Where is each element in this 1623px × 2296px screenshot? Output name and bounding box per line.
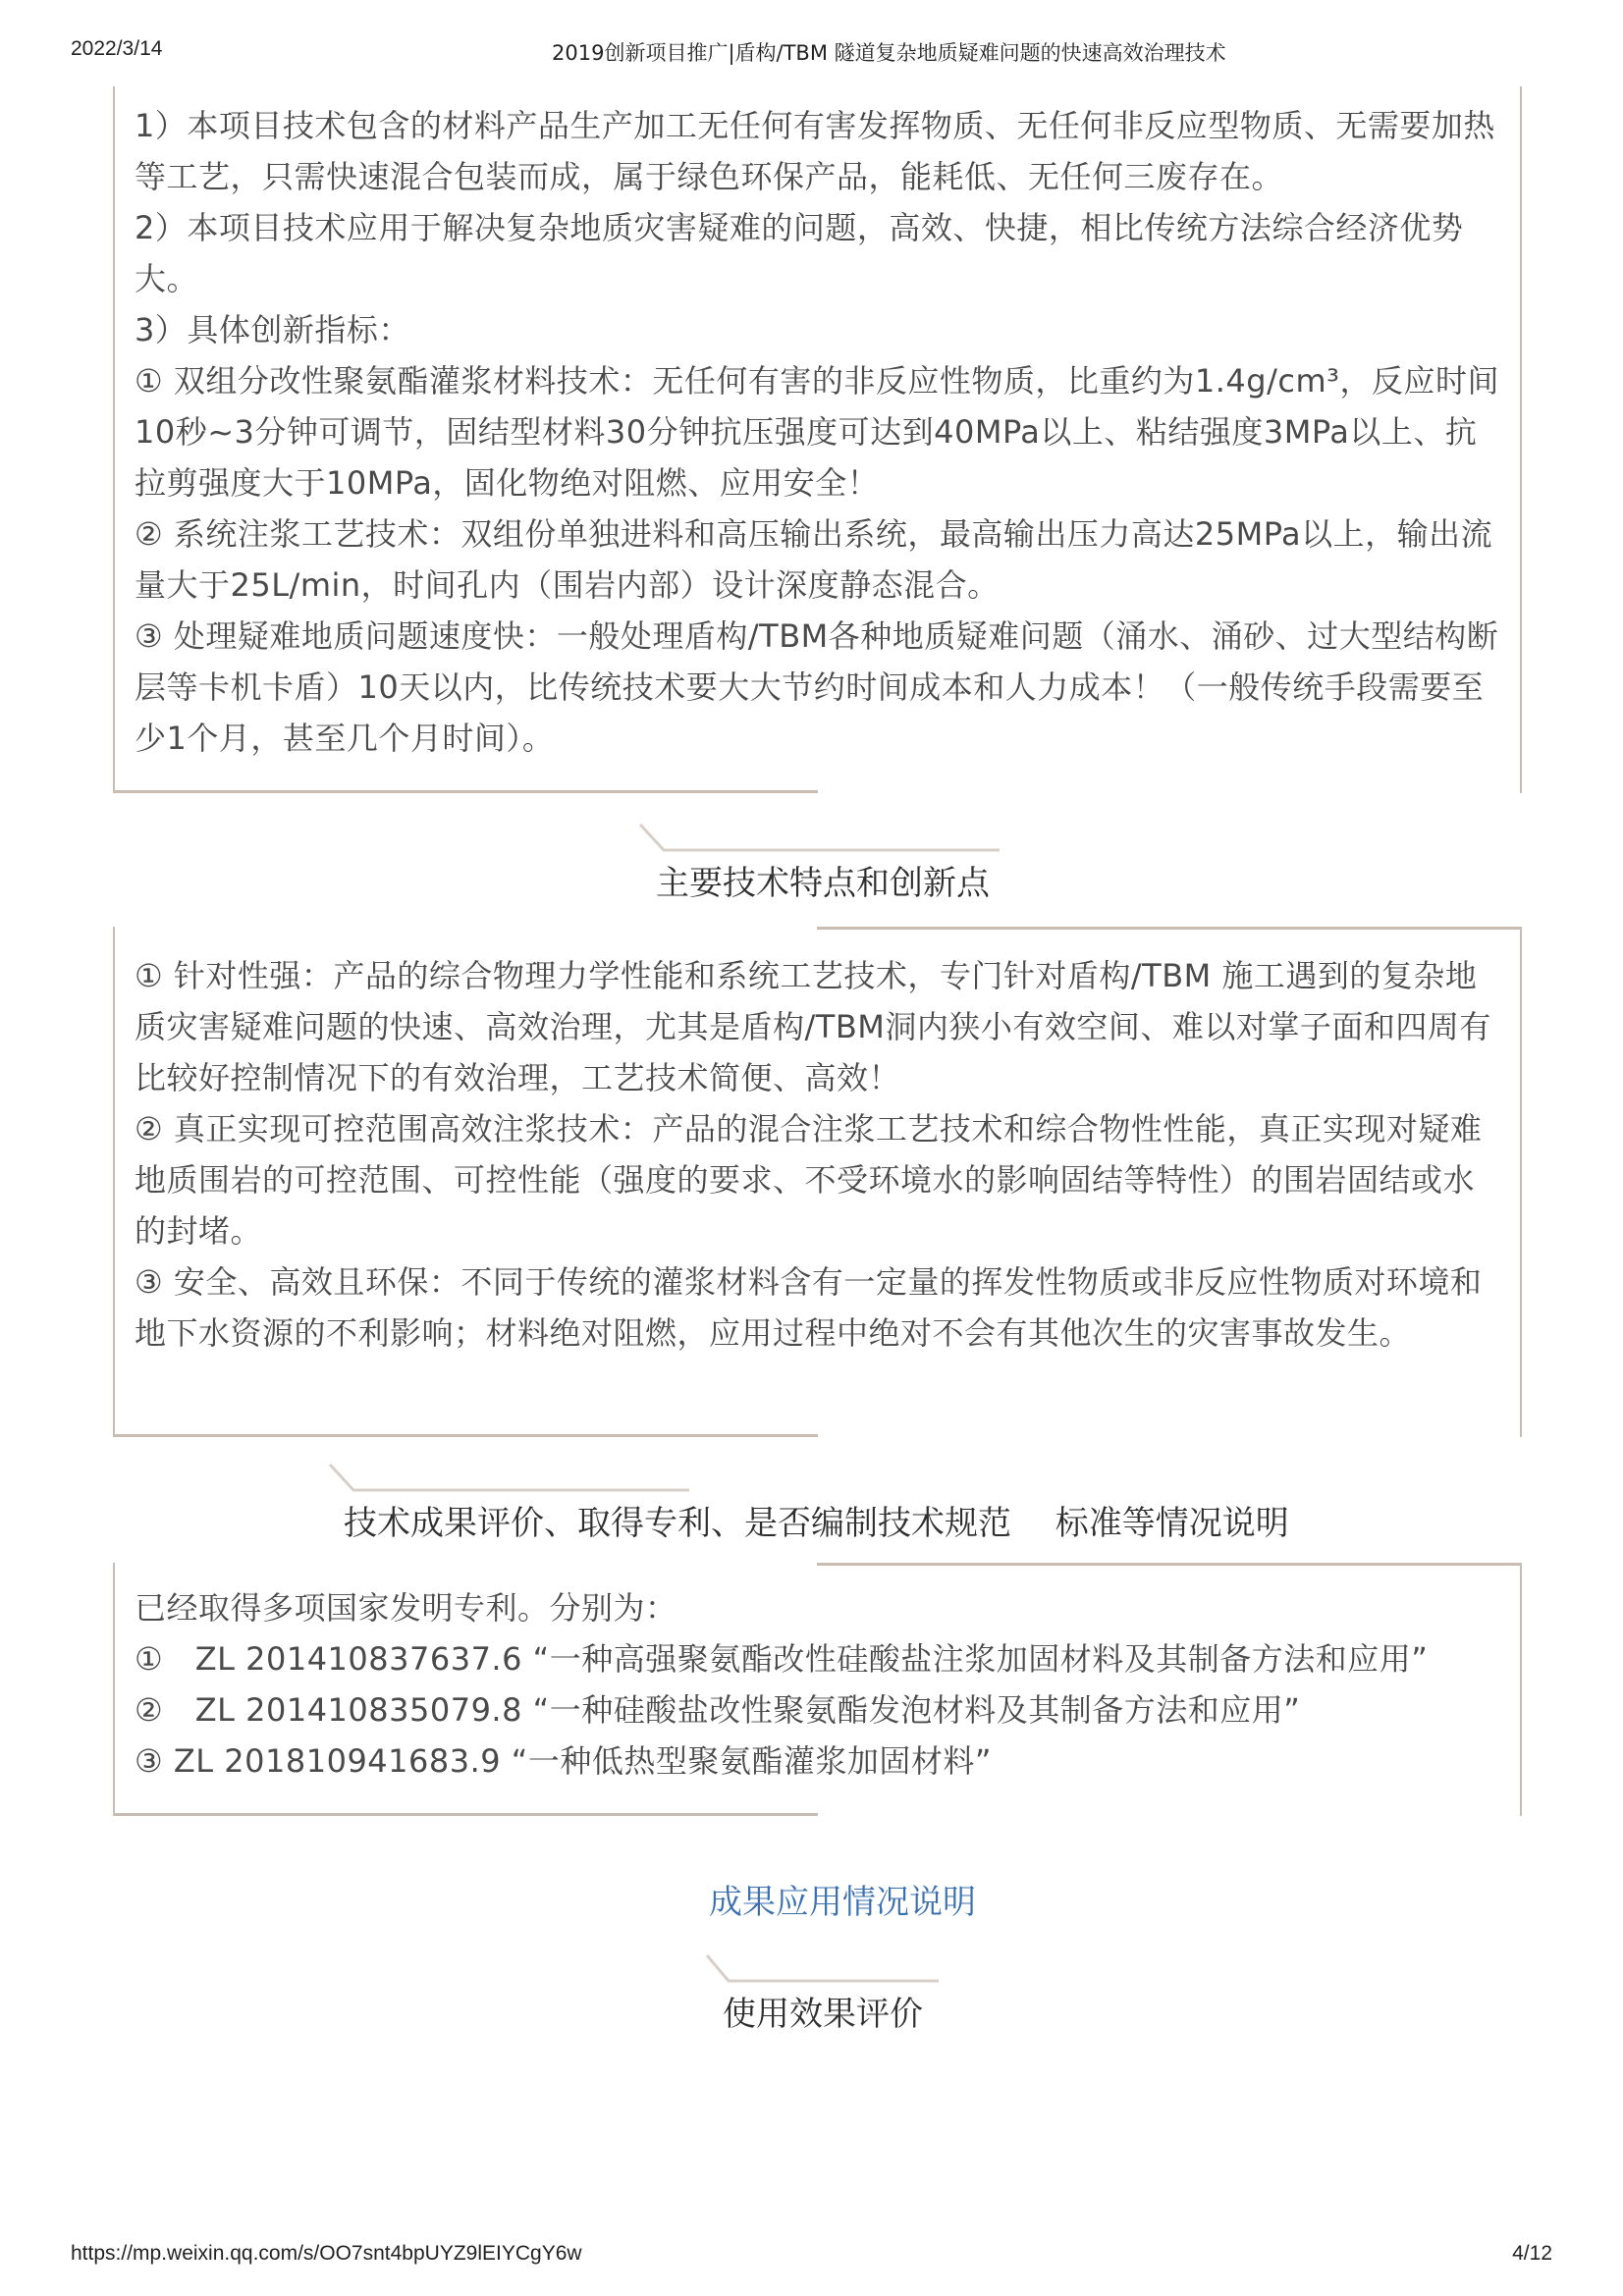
section-title: 技术成果评价、取得专利、是否编制技术规范 标准等情况说明 bbox=[344, 1504, 1289, 1543]
section-divider-icon bbox=[328, 1463, 691, 1498]
section-title: 使用效果评价 bbox=[723, 1995, 923, 2034]
paragraph: ③ 处理疑难地质问题速度快：一般处理盾构/TBM各种地质疑难问题（涌水、涌砂、过大型结构断层等卡机卡盾）10天以内，比传统技术要大大节约时间成本和人力成本！（一般传统手段需要至少1个月，甚至几个月时间）。 bbox=[135, 617, 1499, 757]
patent-item: ① ZL 201410837637.6 “一种高强聚氨酯改性硅酸盐注浆加固材料及其制备方法和应用” bbox=[135, 1640, 1429, 1678]
patents-text bbox=[135, 1582, 1502, 1787]
page-footer bbox=[71, 2242, 1552, 2296]
paragraph: 3）具体创新指标： bbox=[135, 311, 410, 348]
print-date: 2022/3/14 bbox=[71, 37, 163, 60]
document-title: 2019创新项目推广|盾构/TBM 隧道复杂地质疑难问题的快速高效治理技术 bbox=[552, 41, 1226, 65]
paragraph: ② 真正实现可控范围高效注浆技术：产品的混合注浆工艺技术和综合物性性能，真正实现对疑难地质围岩的可控范围、可控性能（强度的要求、不受环境水的影响固结等特性）的围岩固结或水的封堵。 bbox=[135, 1110, 1483, 1250]
paragraph: 已经取得多项国家发明专利。分别为： bbox=[135, 1589, 677, 1627]
features-text bbox=[135, 950, 1502, 1359]
source-url[interactable]: https://mp.weixin.qq.com/s/OO7snt4bpUYZ9lEIYCgY6w bbox=[71, 2242, 582, 2265]
section-divider-icon bbox=[638, 823, 1001, 858]
paragraph: ① 双组分改性聚氨酯灌浆材料技术：无任何有害的非反应性物质，比重约为1.4g/cm³，反应时间10秒~3分钟可调节，固结型材料30分钟抗压强度可达到40MPa以上、粘结强度3MPa以上、抗拉剪强度大于10MPa，固化物绝对阻燃、应用安全！ bbox=[135, 362, 1499, 502]
page-number: 4/12 bbox=[1512, 2242, 1552, 2265]
innovation-box bbox=[113, 86, 1522, 793]
paragraph: ② 系统注浆工艺技术：双组份单独进料和高压输出系统，最高输出压力高达25MPa以上，输出流量大于25L/min，时间孔内（围岩内部）设计深度静态混合。 bbox=[135, 515, 1493, 604]
paragraph: 2）本项目技术应用于解决复杂地质灾害疑难的问题，高效、快捷，相比传统方法综合经济优势大。 bbox=[135, 209, 1464, 297]
innovation-text bbox=[135, 100, 1502, 764]
features-box bbox=[113, 927, 1522, 1437]
paragraph: ③ 安全、高效且环保：不同于传统的灌浆材料含有一定量的挥发性物质或非反应性物质对环境和地下水资源的不利影响；材料绝对阻燃，应用过程中绝对不会有其他次生的灾害事故发生。 bbox=[135, 1263, 1483, 1352]
paragraph: ① 针对性强：产品的综合物理力学性能和系统工艺技术，专门针对盾构/TBM 施工遇到的复杂地质灾害疑难问题的快速、高效治理，尤其是盾构/TBM洞内狭小有效空间、难以对掌子面和四周有比较好控制情况下的有效治理，工艺技术简便、高效！ bbox=[135, 957, 1491, 1096]
section-title: 主要技术特点和创新点 bbox=[656, 864, 990, 903]
application-section-link[interactable]: 成果应用情况说明 bbox=[709, 1883, 976, 1922]
page-header bbox=[71, 37, 1552, 67]
patent-item: ③ ZL 201810941683.9 “一种低热型聚氨酯灌浆加固材料” bbox=[135, 1742, 992, 1780]
paragraph: 1）本项目技术包含的材料产品生产加工无任何有害发挥物质、无任何非反应型物质、无需要加热等工艺，只需快速混合包装而成，属于绿色环保产品，能耗低、无任何三废存在。 bbox=[135, 107, 1495, 195]
patent-item: ② ZL 201410835079.8 “一种硅酸盐改性聚氨酯发泡材料及其制备方法和应用” bbox=[135, 1691, 1301, 1729]
section-divider-icon bbox=[705, 1953, 941, 1989]
patents-box bbox=[113, 1563, 1522, 1816]
